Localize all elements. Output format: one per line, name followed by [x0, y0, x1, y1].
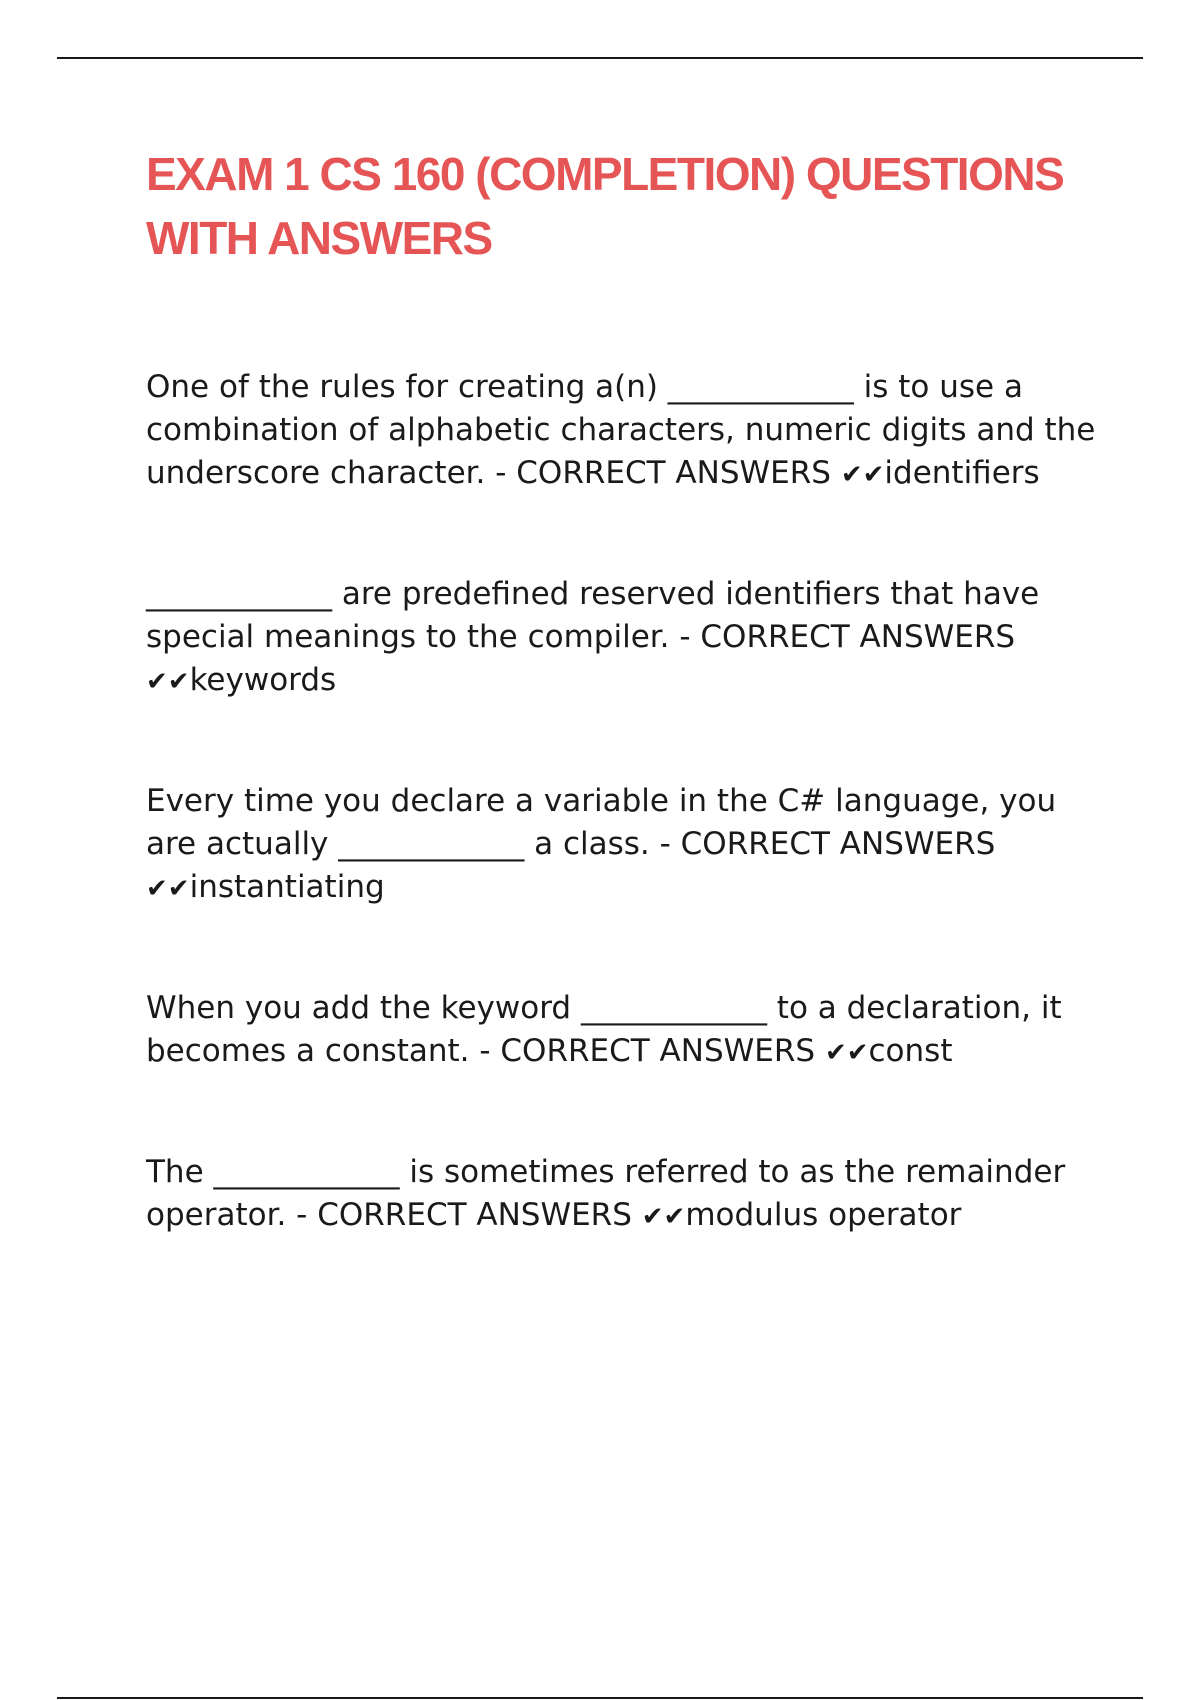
double-checkmark-icon: ✔✔	[824, 1038, 869, 1068]
double-checkmark-icon: ✔✔	[840, 460, 885, 490]
bottom-divider	[57, 1697, 1143, 1699]
answer-text: modulus operator	[685, 1197, 962, 1233]
double-checkmark-icon: ✔✔	[641, 1202, 686, 1232]
answer-text: keywords	[189, 662, 337, 698]
question-item	[146, 987, 1096, 1075]
answer-text: identifiers	[884, 455, 1040, 491]
question-text: The ____________ is sometimes referred to as the remainder operator. - CORRECT ANSWERS	[146, 1154, 1066, 1233]
question-item	[146, 573, 1096, 704]
answer-text: const	[868, 1033, 953, 1069]
question-list	[146, 366, 1096, 1239]
double-checkmark-icon: ✔✔	[146, 667, 190, 697]
top-divider	[57, 57, 1143, 59]
question-item	[146, 780, 1096, 911]
question-text: ____________ are predefined reserved identifiers that have special meanings to the compiler. - CORRECT ANSWERS	[146, 576, 1040, 655]
answer-text: instantiating	[189, 869, 385, 905]
question-text: Every time you declare a variable in the C# language, you are actually ____________ a class. - CORRECT ANSWERS	[146, 783, 1057, 862]
question-item	[146, 366, 1096, 497]
double-checkmark-icon: ✔✔	[146, 874, 190, 904]
question-text: When you add the keyword ____________ to a declaration, it becomes a constant. - CORRECT ANSWERS	[146, 990, 1062, 1069]
question-item	[146, 1151, 1096, 1239]
question-text: One of the rules for creating a(n) ____________ is to use a combination of alphabetic characters, numeric digits and the underscore character. - CORRECT ANSWERS	[146, 369, 1096, 491]
page-title: EXAM 1 CS 160 (COMPLETION) QUESTIONS WITH ANSWERS	[146, 148, 1064, 264]
